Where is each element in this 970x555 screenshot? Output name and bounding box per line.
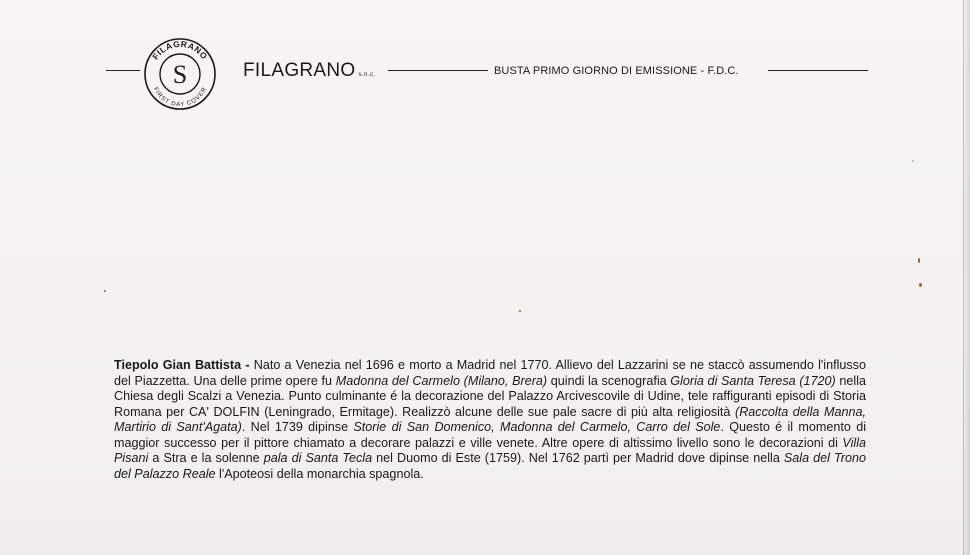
biography-segment: quindi la scenografia — [547, 373, 671, 388]
filagrano-seal-icon — [142, 36, 218, 112]
biography-segment: a Stra e la solenne — [148, 451, 264, 465]
header — [0, 0, 970, 110]
biography-italic-segment: Sala del Trono del Palazzo Reale — [114, 451, 866, 481]
brand-name-text: FILAGRANO — [243, 60, 356, 81]
biography-segment: nel Duomo di Este (1759). Nel 1762 partì per Madrid dove dipinse nella — [372, 451, 784, 465]
paper-speck — [919, 283, 922, 287]
header-rule-middle — [388, 70, 488, 71]
paper-speck — [519, 310, 521, 312]
svg-text:FIRST DAY COVER — [152, 86, 208, 108]
brand-name — [243, 60, 376, 82]
biography-segment: . Questo é il momento di maggior successo per il pittore chiamato a decorare palazzi e ville venete. Altre opere di altissimo livello sono le decorazioni di — [114, 420, 866, 450]
biography-text — [114, 358, 866, 482]
biography-body — [114, 358, 866, 481]
header-rule-left — [106, 70, 140, 71]
svg-text:FILAGRANO — [150, 39, 210, 62]
brand-suffix: s.n.c. — [358, 72, 376, 78]
paper-edge-line — [963, 0, 964, 555]
biography-italic-segment: Storie di San Domenico, Madonna del Carmelo, Carro del Sole — [353, 420, 721, 434]
seal-letter: S — [172, 60, 188, 89]
paper-speck — [104, 290, 106, 292]
biography-italic-segment: Gloria di Santa Teresa (1720) — [670, 373, 836, 388]
biography-italic-segment: pala di Santa Tecla — [263, 451, 373, 465]
seal-bottom-text: FIRST DAY COVER — [151, 86, 209, 109]
header-subtitle: BUSTA PRIMO GIORNO DI EMISSIONE - F.D.C. — [494, 65, 739, 77]
biography-italic-segment: Madonna del Carmelo (Milano, Brera) — [335, 373, 548, 388]
header-rule-right — [768, 70, 868, 71]
seal-top-text: FILAGRANO — [150, 38, 210, 62]
biography-segment: . Nel 1739 dipinse — [241, 420, 354, 434]
biography-lead: Tiepolo Gian Battista - — [114, 358, 250, 372]
paper-speck — [912, 160, 914, 162]
biography-segment: nella Chiesa degli Scalzi a Venezia. Punto culminante é la decorazione del Palazzo Arcivescovile di Udine, tele raffiguranti episodi di Storia Romana per CA' DOLFIN (Leningrado, Ermitage). Realizzò alcune delle sue pale sacre di più alta religiosità — [114, 373, 867, 419]
biography-segment: Nato a Venezia nel 1696 e morto a Madrid nel 1770. Allievo del Lazzarini se ne staccò assumendo l'influsso del Piazzetta. Una delle prime opere fu — [114, 358, 866, 388]
biography-segment: l'Apoteosi della monarchia spagnola. — [215, 466, 424, 481]
biography-italic-segment: (Raccolta della Manna, Martirio di Sant'Agata) — [114, 404, 866, 434]
biography-italic-segment: Villa Pisani — [114, 435, 866, 465]
paper-speck — [918, 258, 920, 263]
